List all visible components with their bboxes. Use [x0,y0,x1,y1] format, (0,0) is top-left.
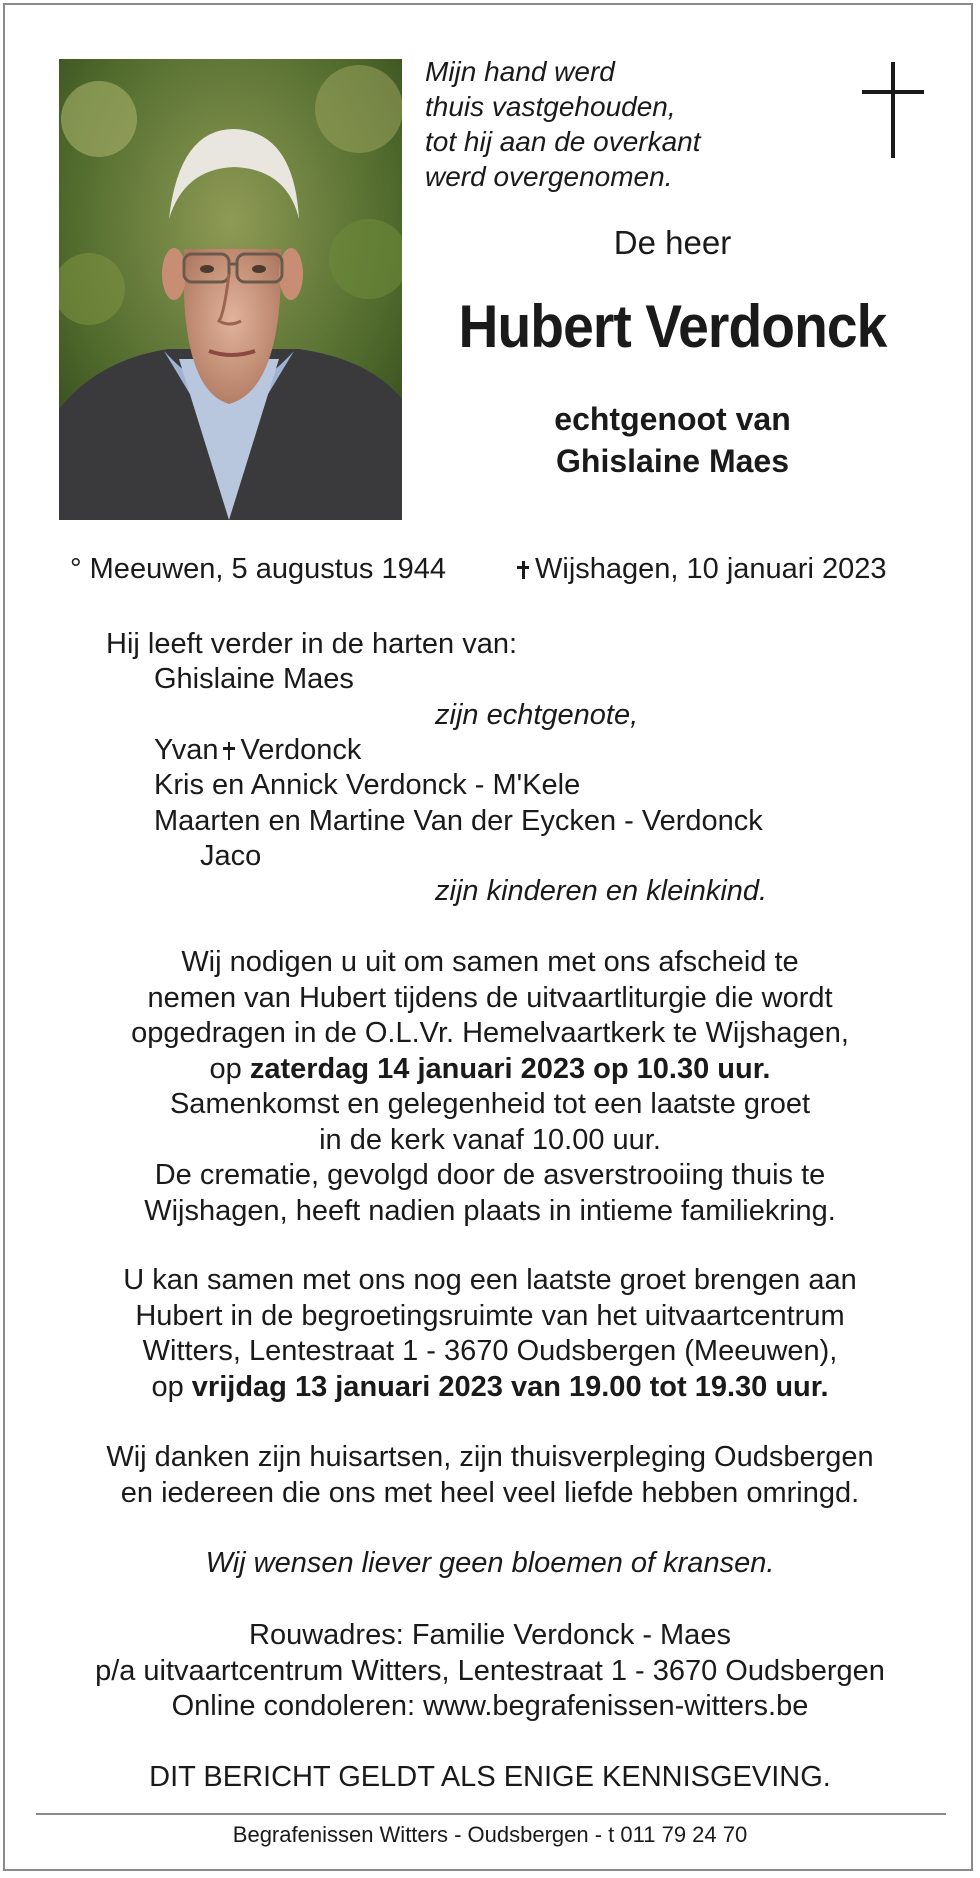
funeral-date: zaterdag 14 januari 2023 op 10.30 uur. [249,1052,771,1085]
survivor-child [154,733,361,768]
text-line: Wijshagen, heeft nadien plaats in intieme familiekring. [144,1194,836,1227]
thanks [0,1440,980,1511]
salutation: De heer [613,224,732,261]
cross-icon [862,62,924,158]
visit-date: vrijdag 13 januari 2023 van 19.00 tot 19.30 uur. [191,1370,829,1403]
spouse-label: echtgenoot van [554,401,791,437]
survivor-spouse: Ghislaine Maes [154,663,354,695]
survivor-child: Kris en Annick Verdonck - M'Kele [154,769,581,801]
text-prefix: op [209,1052,242,1085]
text-line: Wij nodigen u uit om samen met ons afscheid te [181,946,799,978]
text-line: opgedragen in de O.L.Vr. Hemelvaartkerk te Wijshagen, [131,1017,849,1049]
text-line: en iedereen die ons met heel veel liefde hebben omringd. [120,1476,860,1509]
text-line: De crematie, gevolgd door de asverstrooiing thuis te [154,1159,826,1191]
text-line: p/a uitvaartcentrum Witters, Lentestraat 1 - 3670 Oudsbergen [95,1654,885,1687]
survivor-grandchild: Jaco [200,840,262,872]
notice: DIT BERICHT GELDT ALS ENIGE KENNISGEVING. [149,1761,831,1793]
poem-line: thuis vastgehouden, [425,91,676,122]
poem-line: tot hij aan de overkant [425,126,701,157]
text-line: Wij danken zijn huisartsen, zijn thuisverpleging Oudsbergen [106,1441,874,1473]
text-line: U kan samen met ons nog een laatste groet brengen aan [123,1264,857,1296]
death-date: Wijshagen, 10 januari 2023 [535,553,887,585]
funeral-details [0,945,980,1229]
cross-icon [223,742,235,760]
children-role: zijn kinderen en kleinkind. [435,875,768,907]
text-line: Witters, Lentestraat 1 - 3670 Oudsbergen (Meeuwen), [142,1335,838,1367]
condolence-link[interactable]: Online condoleren: www.begrafenissen-witters.be [171,1690,809,1722]
deceased-name: Hubert Verdonck [458,293,887,360]
child-first-name: Yvan [154,734,219,766]
text-line: nemen van Hubert tijdens de uitvaartliturgie die wordt [147,981,833,1014]
poem-line: werd overgenomen. [425,161,673,192]
spouse-name: Ghislaine Maes [556,443,789,479]
spouse-role: zijn echtgenote, [435,699,639,731]
funeral-datetime [0,1052,980,1088]
divider [36,1813,946,1815]
text-prefix: op [151,1370,184,1403]
child-last-name: Verdonck [240,734,362,766]
death-date-wrap [513,553,886,586]
survivors-intro: Hij leeft verder in de harten van: [106,628,518,660]
no-flowers-note: Wij wensen liever geen bloemen of kransen. [205,1547,775,1579]
poem [425,54,745,194]
text-line: Hubert in de begroetingsruimte van het uitvaartcentrum [135,1299,845,1332]
text-line: Samenkomst en gelegenheid tot een laatste groet [169,1088,811,1120]
cross-icon [517,561,529,579]
text-line: in de kerk vanaf 10.00 uur. [319,1123,661,1156]
footer-funeral-home: Begrafenissen Witters - Oudsbergen - t 011 79 24 70 [232,1822,748,1847]
birth-date: ° Meeuwen, 5 augustus 1944 [70,553,446,585]
survivor-child: Maarten en Martine Van der Eycken - Verdonck [154,805,763,837]
portrait-photo [59,59,402,520]
poem-line: Mijn hand werd [425,56,615,87]
text-line: Rouwadres: Familie Verdonck - Maes [249,1619,731,1651]
visit-details [0,1263,980,1405]
visit-datetime [0,1370,980,1406]
mourning-address [0,1618,980,1725]
